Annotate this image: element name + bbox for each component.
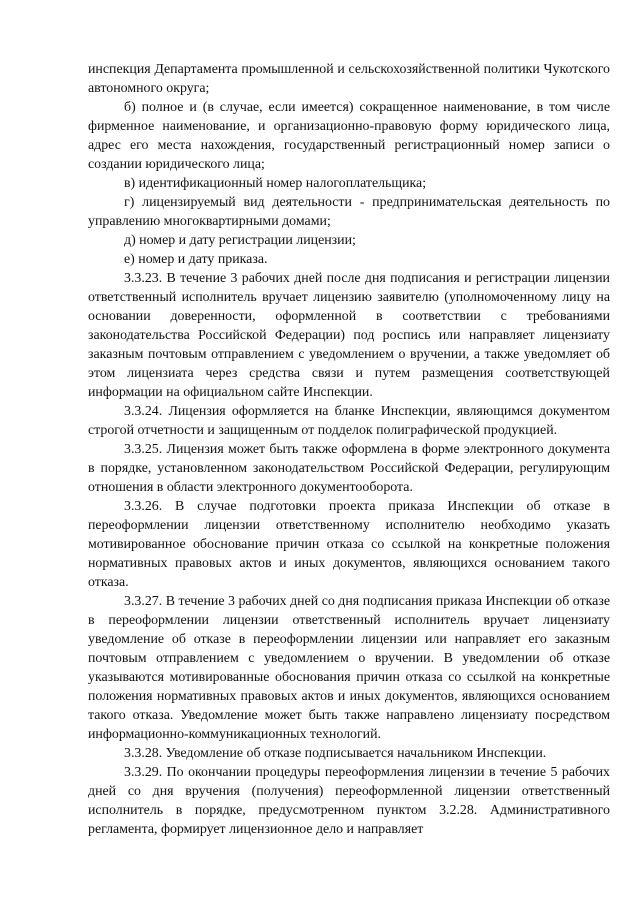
paragraph-item-v: в) идентификационный номер налогоплательщика; (124, 176, 427, 191)
paragraph-item-b: б) полное и (в случае, если имеется) сокращенное наименование, в том числе фирменное наименование, и организационно-правовую форму юридического лица, адрес его места нахождения, государственный регистрационный номер записи о создании юридического лица; (88, 100, 610, 172)
paragraph-3-3-25: 3.3.25. Лицензия может быть также оформлена в форме электронного документа в порядке, установленном законодательством Российской Федерации, регулирующим отношения в области электронного документооборота. (88, 442, 610, 495)
paragraph-item-e: е) номер и дату приказа. (124, 252, 268, 267)
paragraph-3-3-24: 3.3.24. Лицензия оформляется на бланке Инспекции, являющимся документом строгой отчетности и защищенным от подделок полиграфической продукцией. (88, 404, 610, 438)
paragraph-item-d: д) номер и дату регистрации лицензии; (124, 233, 356, 248)
paragraph-3-3-28: 3.3.28. Уведомление об отказе подписывается начальником Инспекции. (124, 746, 547, 761)
paragraph-3-3-23: 3.3.23. В течение 3 рабочих дней после дня подписания и регистрации лицензии ответственный исполнитель вручает лицензию заявителю (уполномоченному лицу на основании доверенности, оформленной в соответствии с требованиями законодательства Российской Федерации) под роспись или направляет лицензиату заказным почтовым отправлением с уведомлением о вручении, а также уведомляет об этом лицензиата через средства связи и путем размещения соответствующей информации на официальном сайте Инспекции. (88, 271, 610, 400)
document-page (88, 60, 610, 839)
paragraph-3-3-27: 3.3.27. В течение 3 рабочих дней со дня подписания приказа Инспекции об отказе в переоформлении лицензии ответственный исполнитель вручает лицензиату уведомление об отказе в переоформлении лицензии или направляет его заказным почтовым отправлением с уведомлением о вручении. В уведомлении об отказе указываются мотивированные обоснования причин отказа со ссылкой на конкретные положения нормативных правовых актов и иных документов, являющихся основанием такого отказа. Уведомление может быть также направлено лицензиату посредством информационно-коммуникационных технологий. (88, 594, 610, 742)
paragraph-inspection-continuation: инспекция Департамента промышленной и сельскохозяйственной политики Чукотского автономного округа; (88, 62, 610, 96)
paragraph-3-3-26: 3.3.26. В случае подготовки проекта приказа Инспекции об отказе в переоформлении лицензии ответственному исполнителю необходимо указать мотивированное обоснование причин отказа со ссылкой на конкретные положения нормативных правовых актов и иных документов, являющихся основанием такого отказа. (88, 499, 610, 590)
paragraph-item-g: г) лицензируемый вид деятельности - предпринимательская деятельность по управлению многоквартирными домами; (88, 195, 610, 229)
paragraph-3-3-29: 3.3.29. По окончании процедуры переоформления лицензии в течение 5 рабочих дней со дня вручения (получения) переоформленной лицензии ответственный исполнитель в порядке, предусмотренном пунктом 3.2.28. Административного регламента, формирует лицензионное дело и направляет (88, 765, 610, 837)
